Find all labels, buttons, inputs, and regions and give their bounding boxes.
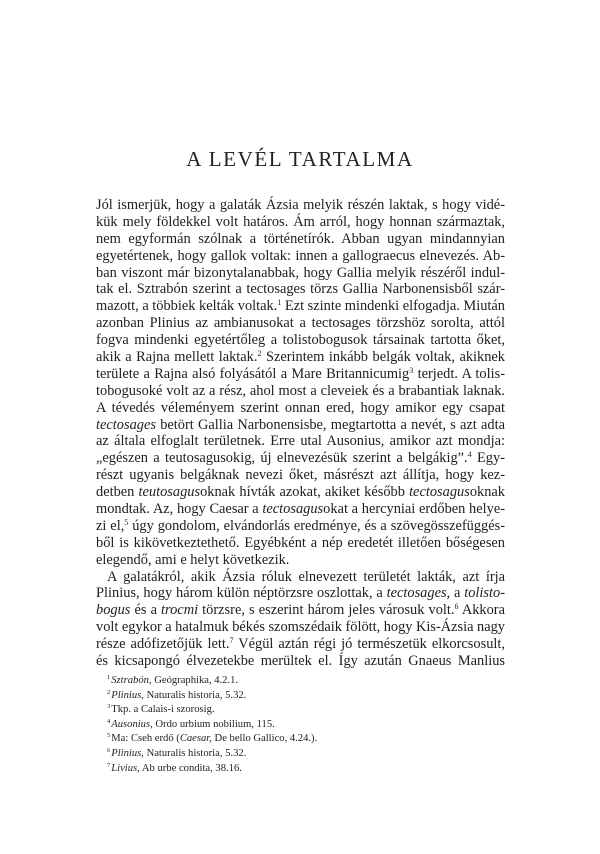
- text-line: [96, 248, 505, 265]
- text-line: [96, 636, 505, 653]
- text-segment: Plinius, hogy három külön néptörzsre oszlottak, a: [96, 585, 387, 602]
- text-segment: részt ugyanis belgáknak nevezi őket, másrészt azt állítja, hogy kez-: [96, 467, 505, 484]
- text-line: [96, 585, 505, 602]
- text-segment: „egészen a teutosagusokig, új elnevezésük szerint a belgákig”.: [96, 450, 468, 467]
- footnote-author: Livius,: [111, 762, 140, 774]
- text-segment: zi el,: [96, 517, 125, 534]
- text-segment: ből is kikövetkeztethető. Egyébként a nép eredetét illetően bőségesen: [96, 534, 505, 551]
- text-line: [96, 653, 505, 670]
- footnote-author: Caesar,: [179, 733, 212, 745]
- footnote-source: Ordo urbium nobilium, 115.: [152, 718, 275, 730]
- footnote-author: Sztrabón,: [111, 675, 152, 686]
- text-segment: detben: [96, 484, 139, 501]
- footnote-ref: 6: [454, 602, 459, 612]
- italic-term: trocmi: [161, 602, 199, 619]
- italic-term: tolisto-: [464, 585, 505, 602]
- footnote-author: Ausonius,: [111, 718, 153, 730]
- text-segment: Jól ismerjük, hogy a galaták Ázsia melyik részén laktak, s hogy vidé-: [96, 197, 505, 213]
- text-segment: az általa elfoglalt területnek. Erre utal Ausonius, amikor azt mondja:: [96, 433, 505, 450]
- footnote-ref: 2: [257, 349, 262, 359]
- text-segment: a: [450, 585, 465, 602]
- text-line: [96, 366, 505, 383]
- text-segment: kük mely földekkel volt határos. Ám arról, hogy honnan származtak,: [96, 213, 505, 230]
- footnote-ref: 5: [124, 517, 129, 527]
- footnote: [107, 747, 487, 762]
- text-segment: Végül aztán régi jó természetük elkorcsosult,: [233, 636, 505, 653]
- footnote-number: 6: [107, 746, 111, 754]
- text-segment: ban viszont már bizonytalanabbak, hogy Gallia melyik részéről indul-: [96, 264, 505, 281]
- footnote-number: 2: [107, 688, 111, 696]
- footnote-number: 4: [107, 717, 111, 725]
- text-segment: mondtak. Az, hogy Caesar a: [96, 501, 263, 518]
- text-line: [96, 231, 505, 248]
- text-line: [96, 467, 505, 484]
- italic-term: tectosagus: [409, 484, 470, 501]
- footnote-source: Geógraphika, 4.2.1.: [151, 675, 239, 686]
- text-line: [96, 569, 505, 586]
- italic-term: tectosages: [96, 416, 156, 433]
- body-text: [96, 197, 505, 670]
- text-line: [96, 349, 505, 366]
- footnote: [107, 703, 487, 718]
- text-segment: A galatákról, akik Ázsia róluk elnevezett területét lakták, azt írja: [107, 568, 505, 585]
- footnote: [107, 718, 487, 733]
- footnote-ref: 1: [277, 298, 282, 308]
- text-segment: mazott, a többiek kelták voltak.: [96, 298, 278, 315]
- text-segment: oknak: [469, 484, 505, 501]
- footnote: [107, 689, 487, 704]
- footnote: [107, 762, 487, 777]
- text-segment: területe a Rajna alsó folyásától a Mare Britannicumig: [96, 365, 410, 382]
- italic-term: bogus: [96, 602, 131, 619]
- text-segment: fogva mindenki egyetértőleg a tolistobogusok társainak tartotta őket,: [96, 332, 505, 349]
- footnote-number: 7: [107, 761, 111, 769]
- text-segment: Akkora: [458, 602, 505, 619]
- text-segment: nem egyformán szólnak a történetírók. Abban ugyan mindannyian: [96, 230, 505, 247]
- text-segment: része adófizetőjük lett.: [96, 636, 230, 653]
- text-line: [96, 619, 505, 636]
- footnote-author: Plinius,: [111, 747, 144, 759]
- footnote-number: 1: [107, 674, 111, 681]
- footnote-ref: 7: [229, 636, 234, 646]
- footnote-ref: 3: [409, 365, 414, 375]
- text-line: [96, 484, 505, 501]
- text-line: [96, 281, 505, 298]
- text-line: [96, 518, 505, 535]
- text-segment: elegendő, ami e helyt következik.: [96, 551, 290, 568]
- text-line: [96, 535, 505, 552]
- footnote-source: De bello Gallico, 4.24.).: [211, 733, 318, 745]
- text-line: [96, 400, 505, 417]
- text-segment: egyetértenek, hogy gallok voltak: innen a gallograecus elnevezés. Ab-: [96, 247, 505, 264]
- text-segment: volt egykor a hatalmuk békés szomszédaik fölött, hogy Kis-Ázsia nagy: [96, 619, 505, 636]
- text-segment: és a: [130, 602, 162, 619]
- footnote-prefix: Ma: Cseh erdő (: [111, 733, 180, 745]
- text-segment: okat a hercyniai erdőben helye-: [323, 501, 506, 518]
- footnote: [107, 674, 487, 689]
- text-segment: betört Gallia Narbonensisbe, megtartotta a nevét, s azt adta: [155, 416, 505, 433]
- text-line: [96, 417, 505, 434]
- footnotes: [107, 674, 487, 776]
- italic-term: tectosagus: [262, 501, 324, 518]
- italic-term: tectosages,: [386, 585, 451, 602]
- text-segment: tak el. Sztrabón szerint a tectosages törzs Gallia Narbonensisből szár-: [96, 281, 505, 298]
- text-segment: úgy gondolom, elvándorlás eredménye, és a szövegösszefüggés-: [128, 517, 505, 534]
- text-line: [96, 450, 505, 467]
- text-line: [96, 602, 505, 619]
- text-segment: akik a Rajna mellett laktak.: [96, 349, 258, 366]
- text-segment: azonban Plinius az ambianusokat a tectosages törzshöz sorolta, attól: [96, 315, 505, 332]
- text-segment: Egy-: [471, 450, 505, 467]
- footnote-source: Tkp. a Calais-i szorosig.: [111, 704, 215, 716]
- text-segment: Szerintem inkább belgák voltak, akiknek: [261, 349, 506, 366]
- text-line: [96, 552, 505, 569]
- text-line: [96, 433, 505, 450]
- footnote-number: 3: [107, 703, 111, 711]
- footnote-author: Plinius,: [111, 689, 144, 701]
- italic-term: teutosagus: [138, 484, 201, 501]
- text-line: [96, 265, 505, 282]
- footnote-source: Ab urbe condita, 38.16.: [139, 762, 242, 774]
- text-line: [96, 383, 505, 400]
- chapter-title: A LEVÉL TARTALMA: [186, 147, 414, 171]
- text-line: [96, 501, 505, 518]
- footnote-source: Naturalis historia, 5.32.: [143, 689, 247, 701]
- text-line: [96, 214, 505, 231]
- text-line: [96, 332, 505, 349]
- text-segment: tobogusoké volt az a rész, ahol most a cleveiek és a brabantiak laknak.: [96, 382, 505, 399]
- text-segment: törzsre, s eszerint három jeles városuk volt.: [198, 602, 455, 619]
- text-segment: A tévedés véleményem szerint onnan ered, hogy amikor egy csapat: [96, 399, 505, 416]
- text-line: [96, 298, 505, 315]
- text-segment: Ezt szinte mindenki elfogadja. Miután: [281, 298, 505, 315]
- text-line: [96, 197, 505, 214]
- footnote: [107, 732, 487, 747]
- text-segment: és kicsapongó élvezetekbe merültek el. Így azután Gnaeus Manlius: [96, 653, 505, 670]
- footnote-source: Naturalis historia, 5.32.: [143, 747, 247, 759]
- text-line: [96, 315, 505, 332]
- text-segment: terjedt. A tolis-: [413, 365, 505, 382]
- text-segment: oknak hívták azokat, akiket később: [200, 484, 410, 501]
- footnote-ref: 4: [467, 450, 472, 460]
- footnote-number: 5: [107, 732, 111, 740]
